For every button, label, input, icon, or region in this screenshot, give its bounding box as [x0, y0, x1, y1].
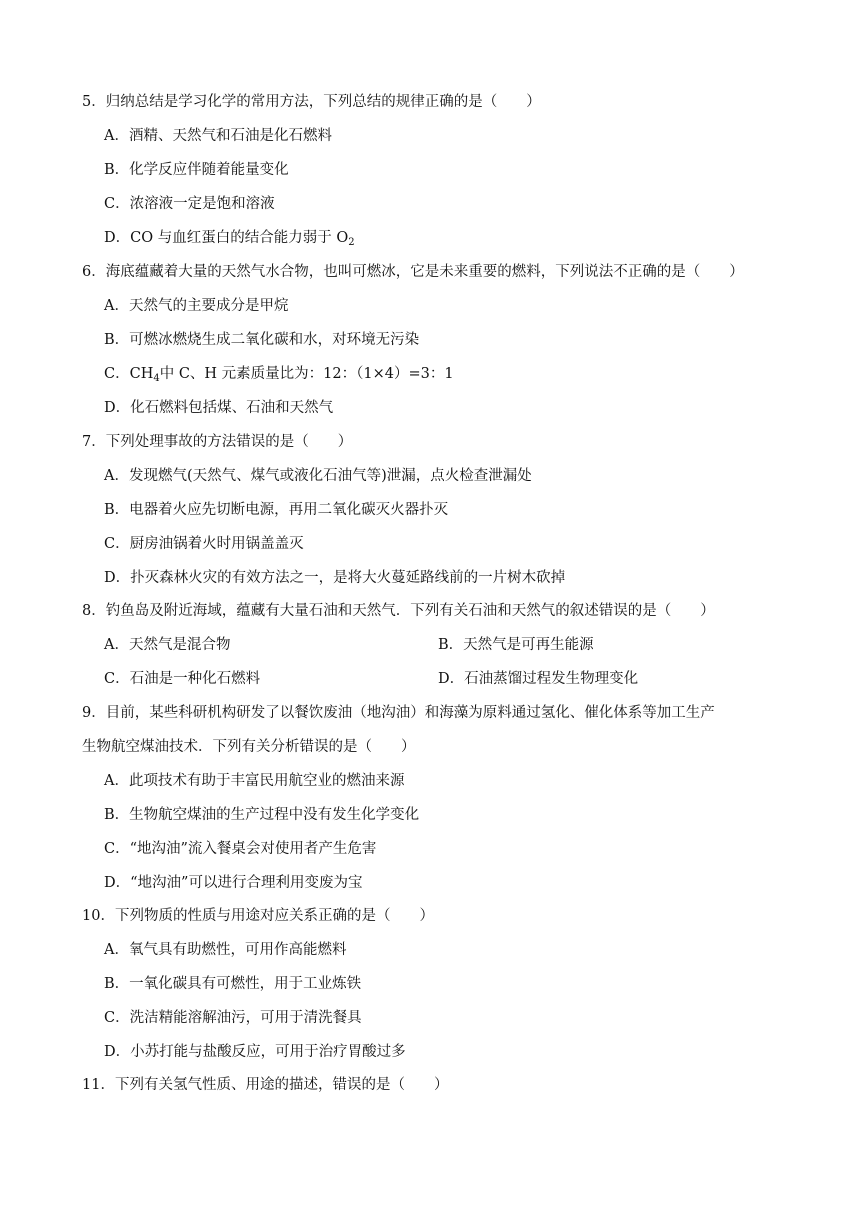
question-8-option-d: D．石油蒸馏过程发生物理变化	[438, 671, 639, 687]
question-5-option-b: B．化学反应伴随着能量变化	[104, 162, 289, 178]
question-9-stem-line1: 9．目前，某些科研机构研发了以餐饮废油（地沟油）和海藻为原料通过氢化、催化体系等加工生产	[82, 705, 715, 721]
question-10-stem: 10．下列物质的性质与用途对应关系正确的是（ ）	[82, 908, 434, 924]
question-5-stem: 5．归纳总结是学习化学的常用方法，下列总结的规律正确的是（ ）	[82, 94, 541, 110]
question-7-option-a: A．发现燃气(天然气、煤气或液化石油气等)泄漏，点火检查泄漏处	[104, 468, 532, 484]
question-5-option-c: C．浓溶液一定是饱和溶液	[104, 196, 275, 212]
question-7-option-b: B．电器着火应先切断电源，再用二氧化碳灭火器扑灭	[104, 502, 449, 518]
question-5-option-d	[104, 228, 355, 248]
subscript-4: 4	[153, 373, 160, 384]
question-8-option-a: A．天然气是混合物	[104, 637, 231, 653]
question-7-option-c: C．厨房油锅着火时用锅盖盖灭	[104, 536, 304, 552]
question-9-option-a: A．此项技术有助于丰富民用航空业的燃油来源	[104, 773, 405, 789]
question-9-option-c: C．“地沟油”流入餐桌会对使用者产生危害	[104, 841, 377, 857]
question-8-option-c: C．石油是一种化石燃料	[104, 671, 261, 687]
question-10-option-a: A．氧气具有助燃性，可用作高能燃料	[104, 942, 347, 958]
question-9-stem-line2: 生物航空煤油技术．下列有关分析错误的是（ ）	[82, 739, 416, 755]
question-6-option-b: B．可燃冰燃烧生成二氧化碳和水，对环境无污染	[104, 332, 420, 348]
subscript-2: 2	[348, 237, 355, 248]
question-6-option-c-text: 中 C、H 元素质量比为：12：（1×4）=3：1	[159, 366, 454, 382]
question-8-option-b: B．天然气是可再生能源	[438, 637, 594, 653]
question-9-option-b: B．生物航空煤油的生产过程中没有发生化学变化	[104, 807, 420, 823]
question-6-option-c-prefix: C．CH	[104, 366, 154, 382]
question-11-stem: 11．下列有关氢气性质、用途的描述，错误的是（ ）	[82, 1077, 449, 1093]
question-5-option-a: A．酒精、天然气和石油是化石燃料	[104, 128, 332, 144]
question-7-option-d: D．扑灭森林火灾的有效方法之一，是将大火蔓延路线前的一片树木砍掉	[104, 570, 566, 586]
question-10-option-b: B．一氧化碳具有可燃性，用于工业炼铁	[104, 976, 362, 992]
question-7-stem: 7．下列处理事故的方法错误的是（ ）	[82, 434, 353, 450]
question-8-stem: 8．钓鱼岛及附近海域，蕴藏有大量石油和天然气．下列有关石油和天然气的叙述错误的是（ ）	[82, 603, 715, 619]
question-6-option-a: A．天然气的主要成分是甲烷	[104, 298, 289, 314]
question-10-option-c: C．洗洁精能溶解油污，可用于清洗餐具	[104, 1010, 362, 1026]
question-6-option-c	[104, 364, 454, 384]
question-10-option-d: D．小苏打能与盐酸反应，可用于治疗胃酸过多	[104, 1044, 406, 1060]
question-9-option-d: D．“地沟油”可以进行合理利用变废为宝	[104, 875, 363, 891]
question-5-option-d-text: D．CO 与血红蛋白的结合能力弱于 O	[104, 230, 349, 246]
question-6-stem: 6．海底蕴藏着大量的天然气水合物，也叫可燃冰，它是未来重要的燃料，下列说法不正确的是（ ）	[82, 264, 744, 280]
question-6-option-d: D．化石燃料包括煤、石油和天然气	[104, 400, 334, 416]
